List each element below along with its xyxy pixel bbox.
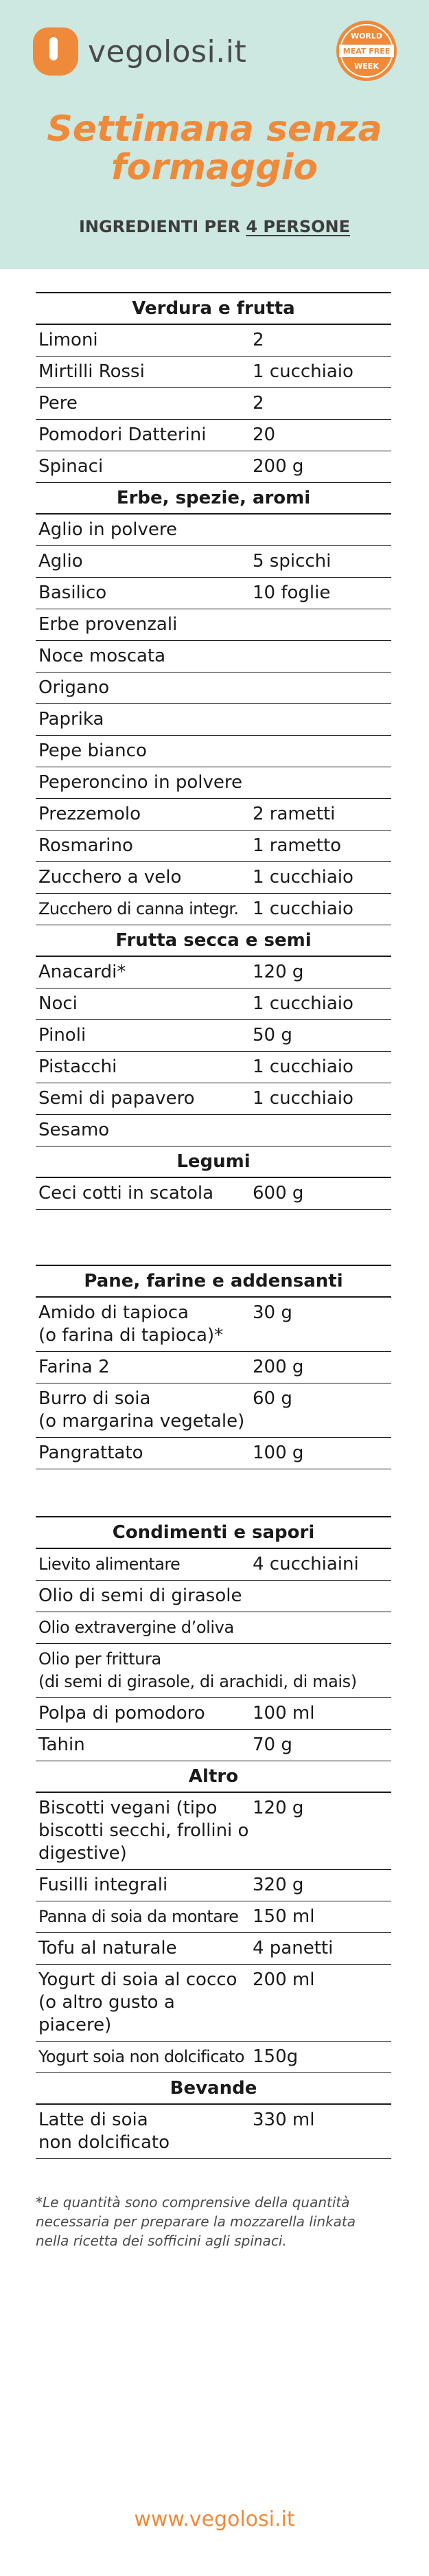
subtitle-prefix: INGREDIENTI PER [78,217,246,236]
ingredient-quantity: 1 cucchiaio [253,1057,353,1077]
section-heading: Legumi [36,1146,391,1178]
ingredient-quantity: 330 ml [253,2110,315,2130]
ingredient-row [36,799,391,831]
ingredient-row [36,1581,391,1612]
ingredient-name: Biscotti vegani (tipo biscotti secchi, frollini o digestive) [38,1798,249,1864]
ingredient-quantity [251,641,391,672]
ingredient-name: Yogurt soia non dolcificato [38,2047,244,2066]
ingredient-name: Farina 2 [38,1357,110,1377]
ingredient-name: Pomodori Datterini [38,425,207,445]
ingredient-section [36,1761,391,2073]
ingredient-name: Peperoncino in polvere [38,772,243,793]
ingredient-row [36,1965,391,2042]
ingredient-row [36,673,391,704]
subtitle-suffix: PERSONE [257,217,351,236]
ingredient-quantity: 30 g [253,1302,292,1323]
ingredient-section [36,925,391,1146]
ingredient-row [36,1793,391,1870]
logo[interactable] [33,27,246,76]
ingredient-name: Spinaci [38,456,104,477]
ingredient-name: Zucchero di canna integr. [38,899,239,918]
ingredient-quantity [251,609,391,640]
ingredient-quantity: 200 ml [253,1969,315,1990]
ingredient-row [36,1298,391,1352]
header-banner [0,0,429,269]
ingredient-name: Basilico [38,583,107,603]
title-line-2: formaggio [111,147,318,188]
servings-number: 4 [246,217,258,236]
ingredient-quantity: 2 [253,393,264,414]
ingredient-quantity: 1 cucchiaio [253,899,353,919]
ingredient-quantity: 120 g [253,962,304,982]
section-heading: Bevande [36,2073,391,2105]
ingredient-name: Pinoli [38,1025,86,1046]
ingredient-section [36,292,391,483]
section-heading: Pane, farine e addensanti [36,1265,391,1298]
website-link[interactable]: www.vegolosi.it [134,2507,295,2531]
ingredient-quantity: 100 g [253,1443,304,1463]
ingredient-quantity: 4 panetti [253,1938,334,1958]
ingredient-row [36,515,391,546]
ingredient-row [36,1178,391,1210]
ingredient-row [36,862,391,894]
ingredient-name: Paprika [38,709,104,730]
ingredient-name: Olio per frittura (di semi di girasole, di arachidi, di mais) [38,1649,357,1691]
ingredient-row [36,1901,391,1933]
ingredient-quantity: 600 g [253,1183,304,1204]
servings-subtitle [0,217,429,236]
ingredient-section [36,2073,391,2159]
ingredient-name: Ceci cotti in scatola [38,1183,214,1204]
meat-free-week-seal-icon [335,19,398,82]
ingredient-name: Limoni [38,330,98,350]
ingredient-section [36,1265,391,1469]
ingredient-quantity [251,736,391,767]
section-heading: Altro [36,1761,391,1793]
logo-text: vegolosi.it [88,34,247,69]
ingredient-name: Yogurt di soia al cocco (o altro gusto a piacere) [38,1969,237,2035]
ingredient-quantity [251,767,391,798]
ingredient-row [36,1115,391,1146]
ingredient-row [36,609,391,641]
ingredient-name: Pangrattato [38,1443,143,1463]
ingredient-quantity: 150 ml [253,1906,315,1927]
ingredient-name: Mirtilli Rossi [38,361,145,382]
section-heading: Frutta secca e semi [36,925,391,957]
ingredient-quantity: 1 cucchiaio [253,993,353,1014]
ingredient-name: Lievito alimentare [38,1555,181,1574]
ingredient-name: Semi di papavero [38,1088,195,1109]
ingredient-quantity: 20 [253,425,276,445]
ingredient-name: Amido di tapioca (o farina di tapioca)* [38,1302,224,1346]
ingredient-quantity: 1 cucchiaio [253,867,353,888]
ingredient-quantity: 4 cucchiaini [253,1554,359,1574]
ingredient-section [36,1516,391,1761]
ingredient-row [36,1352,391,1383]
ingredient-quantity: 60 g [253,1388,292,1409]
ingredient-row [36,1052,391,1083]
ingredient-name: Fusilli integrali [38,1875,168,1895]
ingredient-name: Prezzemolo [38,804,141,824]
ingredient-name: Erbe provenzali [38,614,178,635]
ingredient-row [36,325,391,357]
page-title [0,110,429,187]
ingredient-quantity [251,515,391,545]
ingredient-row [36,1730,391,1761]
ingredient-name: Rosmarino [38,835,133,856]
ingredient-quantity: 50 g [253,1025,292,1046]
ingredient-name: Tahin [38,1735,85,1755]
ingredient-row [36,1612,391,1644]
ingredient-quantity: 10 foglie [253,583,331,603]
ingredient-name: Zucchero a velo [38,867,182,888]
ingredient-row [36,420,391,451]
ingredient-name: Olio di semi di girasole [38,1585,242,1606]
ingredient-quantity: 120 g [253,1798,304,1818]
ingredient-name: Origano [38,677,110,698]
ingredient-quantity [251,1115,391,1146]
ingredient-row [36,894,391,925]
ingredient-name: Panna di soia da montare [38,1907,239,1926]
title-line-1: Settimana senza [47,109,382,150]
seal-text-mid: MEAT FREE [343,47,391,56]
section-heading: Erbe, spezie, aromi [36,483,391,515]
ingredient-quantity: 200 g [253,456,304,477]
ingredient-quantity: 150g [253,2046,299,2067]
ingredient-row [36,2042,391,2073]
ingredient-quantity: 2 [253,330,264,350]
ingredient-row [36,357,391,388]
ingredient-tables [36,292,391,2159]
seal-text-bot: WEEK [354,62,379,71]
ingredient-row [36,704,391,736]
ingredient-group-3 [36,1516,391,2159]
ingredient-quantity: 70 g [253,1735,292,1755]
ingredient-quantity: 200 g [253,1357,304,1377]
ingredient-name: Noce moscata [38,646,166,666]
ingredient-row [36,578,391,609]
ingredient-quantity [251,673,391,703]
ingredient-row [36,831,391,862]
ingredient-row [36,1020,391,1052]
ingredient-row [36,1383,391,1438]
ingredient-name: Anacardi* [38,962,126,982]
section-heading: Verdura e frutta [36,292,391,325]
ingredient-row [36,957,391,988]
ingredient-row [36,736,391,767]
ingredient-name: Polpa di pomodoro [38,1703,205,1724]
ingredient-row [36,546,391,578]
ingredient-name: Aglio [38,551,83,572]
ingredient-quantity: 1 rametto [253,835,342,856]
ingredient-name: Noci [38,993,78,1014]
ingredient-row [36,988,391,1020]
ingredient-row [36,767,391,799]
footnote: *Le quantità sono comprensive della quantità necessaria per preparare la mozzarella linkata nella ricetta dei sofficini agli spinaci. [36,2194,356,2249]
ingredient-row [36,1698,391,1730]
section-heading: Condimenti e sapori [36,1516,391,1549]
ingredient-section [36,1146,391,1210]
ingredient-group-1 [36,292,391,1210]
seal-text-top: WORLD [350,32,383,41]
ingredient-name: Burro di soia (o margarina vegetale) [38,1388,245,1432]
ingredient-row [36,1644,391,1698]
ingredient-name: Pistacchi [38,1057,117,1077]
ingredient-name: Sesamo [38,1120,110,1140]
ingredient-quantity: 100 ml [253,1703,315,1724]
ingredient-name: Latte di soia non dolcificato [38,2110,170,2153]
ingredient-name: Aglio in polvere [38,519,178,540]
ingredient-quantity: 1 cucchiaio [253,1088,353,1109]
ingredient-quantity: 5 spicchi [253,551,332,572]
ingredient-row [36,641,391,673]
ingredient-row [36,1438,391,1469]
ingredient-quantity: 1 cucchiaio [253,361,353,382]
ingredient-name: Tofu al naturale [38,1938,177,1958]
ingredient-row [36,2105,391,2159]
vegolosi-logo-icon [33,27,78,76]
ingredient-row [36,1083,391,1115]
ingredient-section [36,483,391,925]
ingredient-quantity [251,704,391,735]
ingredient-row [36,1549,391,1581]
ingredient-row [36,388,391,420]
ingredient-row [36,1933,391,1965]
ingredient-name: Olio extravergine d’oliva [38,1618,234,1637]
ingredient-group-2 [36,1265,391,1469]
ingredient-quantity: 2 rametti [253,804,336,824]
ingredient-row [36,451,391,483]
ingredient-name: Pepe bianco [38,741,147,761]
ingredient-quantity: 320 g [253,1875,304,1895]
ingredient-name: Pere [38,393,78,414]
ingredient-row [36,1870,391,1901]
